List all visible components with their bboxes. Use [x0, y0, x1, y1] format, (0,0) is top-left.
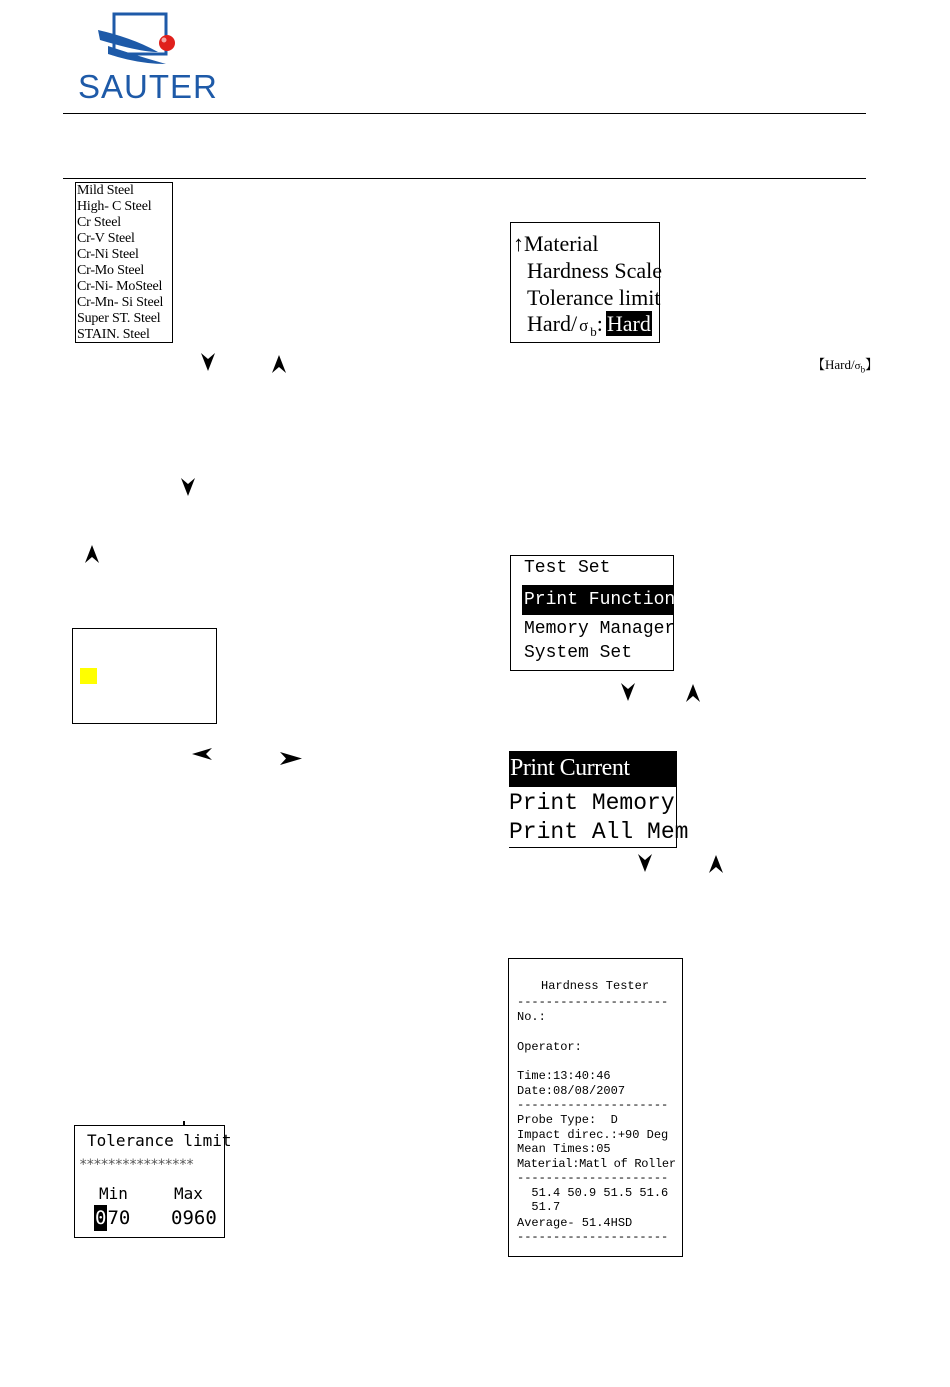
receipt-separator: ---------------------: [517, 995, 669, 1009]
max-value[interactable]: 0960: [171, 1207, 217, 1229]
tolerance-limit-screen: [74, 1125, 232, 1238]
settings-item-hardness-scale[interactable]: Hardness Scale: [527, 258, 663, 283]
min-cursor-digit[interactable]: 0: [95, 1207, 107, 1229]
settings-item-tolerance-limit[interactable]: Tolerance limit: [527, 285, 661, 310]
sauter-logo-mark: [78, 12, 218, 72]
down-arrow-icon: [638, 854, 652, 872]
material-item[interactable]: Super ST. Steel: [77, 311, 161, 326]
up-arrow-icon: ↑: [513, 231, 524, 256]
receipt-separator: ---------------------: [517, 1230, 669, 1244]
material-item[interactable]: Cr-Ni Steel: [77, 247, 139, 262]
receipt-title: Hardness Tester: [541, 979, 650, 993]
receipt-values-line2: 51.7: [517, 1200, 561, 1214]
sauter-logo: [78, 12, 218, 104]
receipt-separator: ---------------------: [517, 1171, 669, 1185]
tolerance-stars: ****************: [79, 1157, 194, 1173]
material-item[interactable]: Cr-Mn- Si Steel: [77, 295, 164, 310]
receipt-operator: Operator:: [517, 1040, 582, 1054]
receipt-impact-direction: Impact direc.:+90 Deg: [517, 1128, 669, 1142]
up-arrow-icon: [272, 355, 286, 373]
print-receipt: [508, 958, 683, 1257]
max-label: Max: [174, 1184, 203, 1203]
main-menu-screen: [510, 555, 674, 671]
min-value[interactable]: [94, 1205, 130, 1231]
input-screen: [72, 628, 217, 724]
tolerance-title: Tolerance limit: [87, 1131, 232, 1150]
receipt-material: Material:Matl of Roller: [517, 1157, 676, 1171]
menu-item-system-set[interactable]: System Set: [524, 643, 633, 663]
header-rule-bottom: [63, 178, 866, 179]
left-arrow-icon: [192, 748, 212, 760]
print-menu-screen: [509, 751, 689, 848]
receipt-separator: ---------------------: [517, 1098, 669, 1112]
hard-value[interactable]: Hard: [606, 311, 651, 336]
material-item[interactable]: STAIN. Steel: [77, 327, 150, 342]
hard-sigma-key: 【Hard/$\sigma_b$】: [812, 357, 879, 375]
receipt-values-line1: 51.4 50.9 51.5 51.6: [517, 1186, 669, 1200]
material-list-screen: [75, 182, 173, 343]
material-item[interactable]: Cr-V Steel: [77, 231, 135, 246]
receipt-probe-type: Probe Type: D: [517, 1113, 618, 1127]
yellow-cursor: [80, 668, 97, 684]
material-item[interactable]: High- C Steel: [77, 199, 152, 214]
up-arrow-icon: [85, 545, 99, 563]
settings-menu-screen: [510, 222, 663, 343]
receipt-mean-times: Mean Times:05: [517, 1142, 611, 1156]
right-arrow-icon: [280, 752, 302, 765]
material-item[interactable]: Cr Steel: [77, 215, 121, 230]
menu-item-memory-manager[interactable]: Memory Manager: [524, 619, 676, 639]
receipt-time: Time:13:40:46: [517, 1069, 611, 1083]
material-item[interactable]: Mild Steel: [77, 183, 134, 198]
up-arrow-icon: [686, 684, 700, 702]
material-item[interactable]: Cr-Ni- MoSteel: [77, 279, 163, 294]
print-memory-item[interactable]: Print Memory: [509, 790, 675, 816]
down-arrow-icon: [201, 353, 215, 371]
down-arrow-icon: [621, 683, 635, 701]
down-arrow-icon: [181, 478, 195, 496]
print-current-item[interactable]: Print Current: [509, 751, 677, 787]
brand-name: SAUTER: [78, 68, 218, 105]
header-rule-top: [63, 113, 866, 114]
material-item[interactable]: Cr-Mo Steel: [77, 263, 145, 278]
up-arrow-icon: [709, 855, 723, 873]
min-rest: 70: [107, 1207, 131, 1229]
receipt-date: Date:08/08/2007: [517, 1084, 626, 1098]
menu-item-test-set[interactable]: Test Set: [524, 558, 611, 578]
print-all-mem-item[interactable]: Print All Mem: [509, 819, 689, 845]
settings-item-hard-sigma[interactable]: Hard/ σ $_b$: Hard: [527, 311, 651, 340]
receipt-average: Average- 51.4HSD: [517, 1216, 633, 1230]
min-label: Min: [99, 1184, 128, 1203]
menu-item-print-function[interactable]: Print Function: [522, 585, 674, 615]
settings-item-material[interactable]: ↑Material: [513, 231, 599, 256]
receipt-no: No.:: [517, 1010, 546, 1024]
